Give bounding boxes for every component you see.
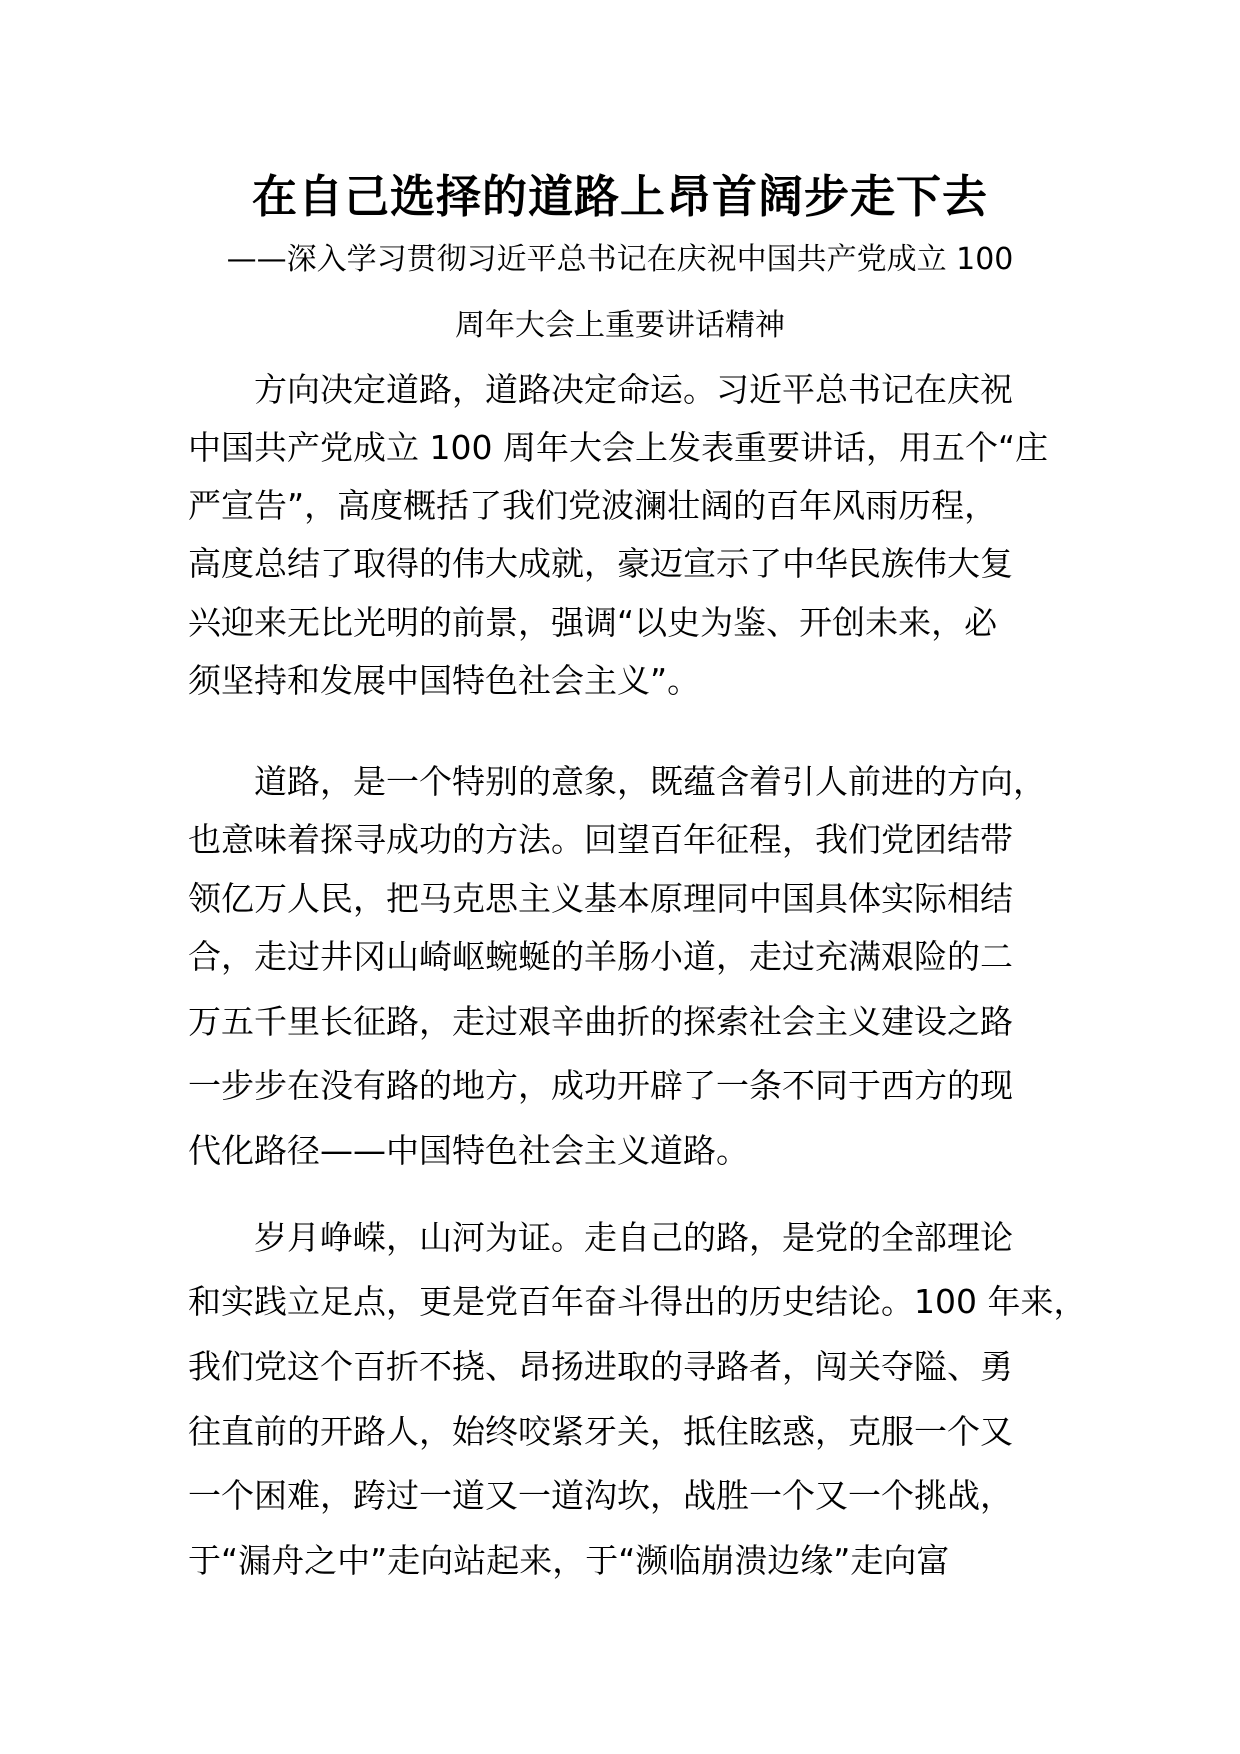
- body-line: 领亿万人民，把马克思主义基本原理同中国具体实际相结: [188, 879, 1013, 918]
- body-line: 中国共产党成立 100 周年大会上发表重要讲话，用五个“庄: [188, 428, 1049, 467]
- body-line: 万五千里长征路，走过艰辛曲折的探索社会主义建设之路: [188, 1002, 1013, 1041]
- body-line: 须坚持和发展中国特色社会主义”。: [188, 661, 701, 700]
- document-subtitle-line-2: 周年大会上重要讲话精神: [455, 308, 785, 343]
- body-line: 高度总结了取得的伟大成就，豪迈宣示了中华民族伟大复: [188, 544, 1013, 583]
- body-line: 往直前的开路人，始终咬紧牙关，抵住眩惑，克服一个又: [188, 1412, 1013, 1451]
- body-line: 道路，是一个特别的意象，既蕴含着引人前进的方向，: [254, 762, 1046, 801]
- body-line: 和实践立足点，更是党百年奋斗得出的历史结论。100 年来，: [188, 1282, 1087, 1321]
- body-line: 代化路径——中国特色社会主义道路。: [188, 1131, 749, 1170]
- body-line: 一步步在没有路的地方，成功开辟了一条不同于西方的现: [188, 1066, 1013, 1105]
- body-line: 于“漏舟之中”走向站起来，于“濒临崩溃边缘”走向富: [188, 1541, 950, 1580]
- body-line: 也意味着探寻成功的方法。回望百年征程，我们党团结带: [188, 820, 1013, 859]
- document-subtitle-line-1: ——深入学习贯彻习近平总书记在庆祝中国共产党成立 100: [226, 242, 1014, 277]
- body-line: 合，走过井冈山崎岖蜿蜒的羊肠小道，走过充满艰险的二: [188, 937, 1013, 976]
- body-line: 方向决定道路，道路决定命运。习近平总书记在庆祝: [254, 370, 1013, 409]
- body-line: 一个困难，跨过一道又一道沟坎，战胜一个又一个挑战，: [188, 1476, 1013, 1515]
- body-line: 兴迎来无比光明的前景，强调“以史为鉴、开创未来，必: [188, 603, 998, 642]
- body-line: 我们党这个百折不挠、昂扬进取的寻路者，闯关夺隘、勇: [188, 1347, 1013, 1386]
- document-title: 在自己选择的道路上昂首阔步走下去: [251, 170, 988, 223]
- body-line: 岁月峥嵘，山河为证。走自己的路，是党的全部理论: [254, 1218, 1013, 1257]
- body-line: 严宣告”，高度概括了我们党波澜壮阔的百年风雨历程，: [188, 486, 998, 525]
